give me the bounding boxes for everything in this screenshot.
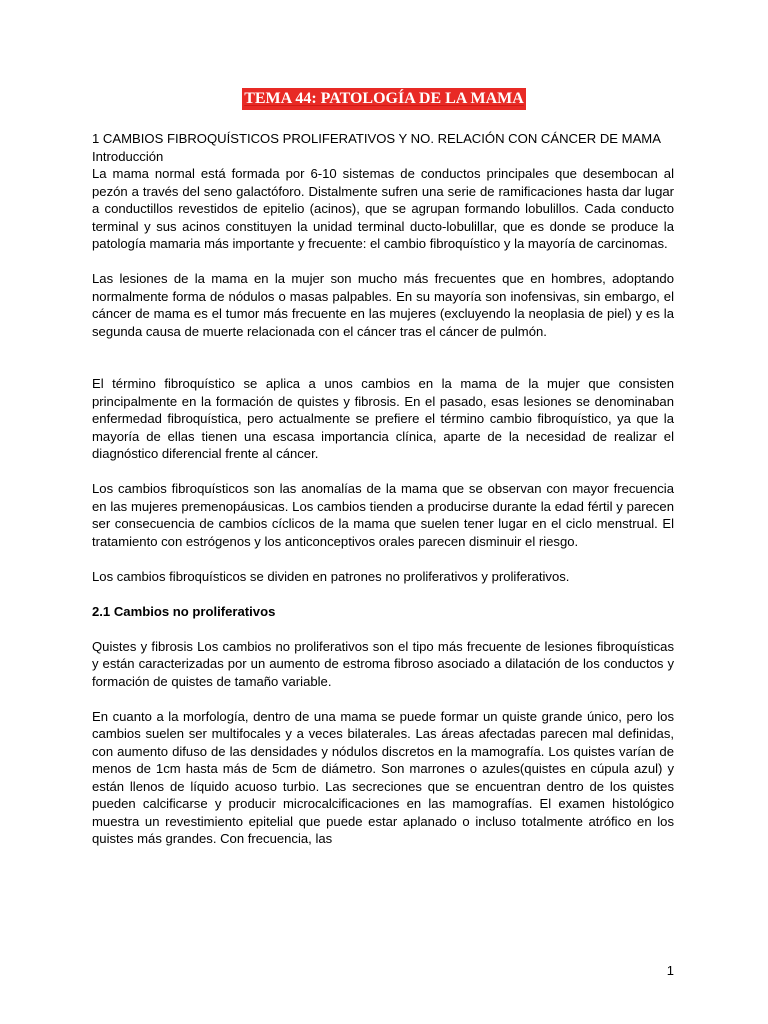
page-number: 1 xyxy=(666,963,674,978)
paragraph: Las lesiones de la mama en la mujer son mucho más frecuentes que en hombres, adoptando normalmente forma de nódulos o masas palpables. En su mayoría son inofensivas, sin embargo, el cáncer de mama es el tumor más frecuente en las mujeres (excluyendo la neoplasia de piel) y es la segunda causa de muerte relacionada con el cáncer tras el cáncer de pulmón. xyxy=(92,271,674,339)
spacer xyxy=(92,690,674,708)
document-title xyxy=(242,88,526,110)
spacer xyxy=(92,585,674,603)
section-heading: 1 CAMBIOS FIBROQUÍSTICOS PROLIFERATIVOS Y NO. RELACIÓN CON CÁNCER DE MAMA xyxy=(92,131,661,146)
paragraph: Quistes y fibrosis Los cambios no proliferativos son el tipo más frecuente de lesiones fibroquísticas y están caracterizadas por un aumento de estroma fibroso asociado a dilatación de los conductos y formación de quistes de tamaño variable. xyxy=(92,638,674,689)
paragraph: Los cambios fibroquísticos se dividen en patrones no proliferativos y proliferativos. xyxy=(92,568,570,584)
document-title-text: TEMA 44: PATOLOGÍA DE LA MAMA xyxy=(244,90,524,107)
subheading: 2.1 Cambios no proliferativos xyxy=(92,603,276,619)
spacer xyxy=(92,620,674,638)
document-body xyxy=(92,130,674,848)
paragraph: El término fibroquístico se aplica a unos cambios en la mama de la mujer que consisten principalmente en la formación de quistes y fibrosis. En el pasado, esas lesiones se denominaban enfermedad fibroquística, pero actualmente se prefiere el término cambio fibroquístico, ya que la mayoría de ellas tienen una escasa importancia clínica, aparte de la necesidad de realizar el diagnóstico diferencial frente al cáncer. xyxy=(92,376,674,461)
title-container xyxy=(0,88,768,110)
paragraph: Los cambios fibroquísticos son las anomalías de la mama que se observan con mayor frecuencia en las mujeres premenopáusicas. Los cambios tienden a producirse durante la edad fértil y parecen ser consecuencia de cambios cíclicos de la mama que suelen tener lugar en el ciclo menstrual. El tratamiento con estrógenos y los anticonceptivos orales parecen disminuir el riesgo. xyxy=(92,481,674,549)
spacer xyxy=(92,340,674,375)
spacer xyxy=(92,253,674,271)
paragraph: En cuanto a la morfología, dentro de una mama se puede formar un quiste grande único, pero los cambios suelen ser multifocales y a veces bilaterales. Las áreas afectadas parecen mal definidas, con aumento difuso de las densidades y nódulos discretos en la mamografía. Los quistes varían de menos de 1cm hasta más de 5cm de diámetro. Son marrones o azules(quistes en cúpula azul) y están llenos de líquido acuoso turbio. Las secreciones que se encuentran dentro de los quistes pueden calcificarse y producir microcalcificaciones en las mamografías. El examen histológico muestra un revestimiento epitelial que puede estar aplanado o incluso totalmente atrófico en los quistes más grandes. Con frecuencia, las xyxy=(92,708,674,846)
paragraph: La mama normal está formada por 6-10 sistemas de conductos principales que desembocan al pezón a través del seno galactóforo. Distalmente sufren una serie de ramificaciones hasta dar lugar a conductillos revestidos de epitelio (acinos), que se agrupan formando lobulillos. Cada conducto terminal y sus acinos constituyen la unidad terminal ducto-lobulillar, que es donde se produce la patología mamaria más importante y frecuente: el cambio fibroquístico y la mayoría de carcinomas. xyxy=(92,166,674,251)
intro-label: Introducción xyxy=(92,148,164,164)
spacer xyxy=(92,550,674,568)
spacer xyxy=(92,463,674,481)
